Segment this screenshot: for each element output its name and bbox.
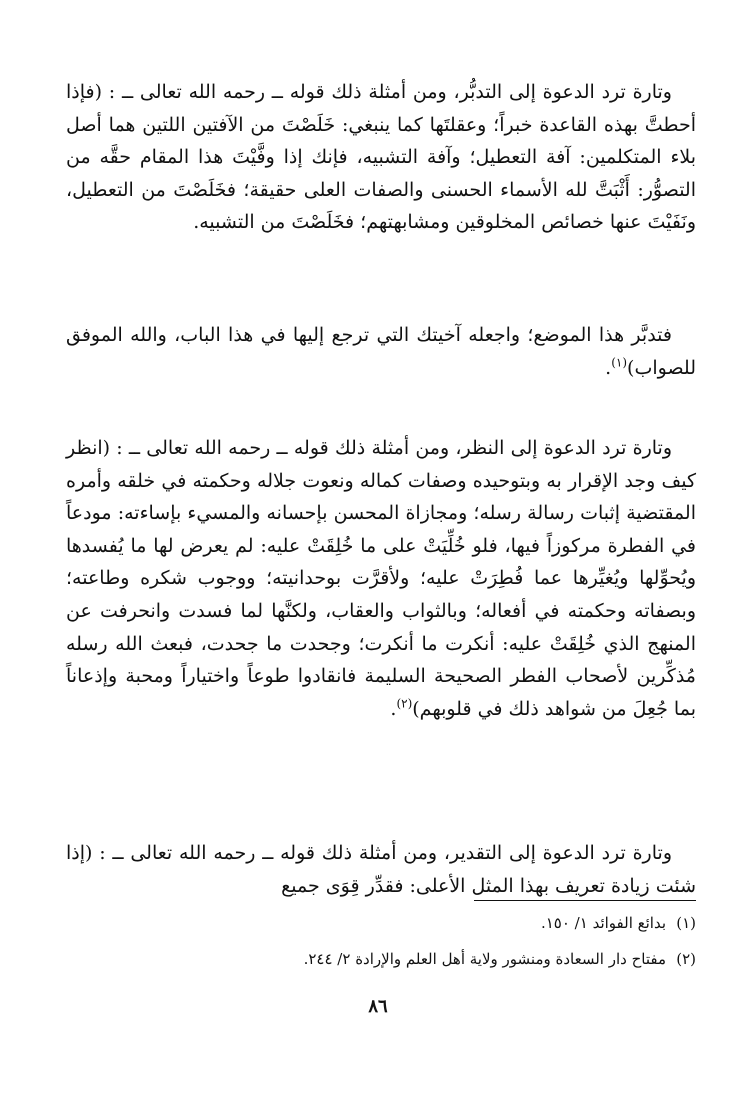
paragraph-instruction	[66, 319, 696, 384]
paragraph-body: فتدبَّر هذا الموضع؛ واجعله آخيتك التي ترجع إليها في هذا الباب، والله الموفق للصواب)$^{(١)}$.	[66, 324, 696, 379]
footnote-divider	[474, 900, 696, 901]
footnotes	[66, 905, 696, 977]
paragraph-tadabbur	[66, 76, 696, 239]
paragraph-nazar	[66, 432, 696, 725]
paragraph-text: وتارة ترد الدعوة إلى النظر، ومن أمثلة ذلك قوله ــ رحمه الله تعالى ــ : (انظر كيف وجد الإقرار به وبتوحيده وصفات كماله ونعوت جلاله وحكمته في خلقه وأمره المقتضية إثبات رسالة رسله؛ ومجازاة المحسن بإحسانه والمسيء بإساءته: مودعاً في الفطرة مركوزاً فيها، فلو خُلِّيَتْ على ما خُلِقَتْ عليه: لم يعرض لها ما يُفسدها ويُحوِّلها ويُغيِّرها عما فُطِرَتْ عليه؛ ولأقرَّت بوحدانيته؛ ووجوب شكره وطاعته؛ وبصفاته وحكمته في أفعاله؛ وبالثواب والعقاب، ولكنَّها لما فسدت وانحرفت عن المنهج الذي خُلِقَتْ عليه: أنكرت ما أنكرت؛ وجحدت ما جحدت، فبعث الله رسله مُذكِّرين لأصحاب الفطر الصحيحة السليمة فانقادوا طوعاً واختياراً ومحبة وإذعاناً بما جُعِلَ من شواهد ذلك في قلوبهم)	[66, 437, 696, 720]
footnote-2	[66, 941, 696, 977]
footnote-reference-2: (٢)	[396, 696, 413, 711]
page-number: ٨٦	[368, 996, 388, 1017]
paragraph-body: وتارة ترد الدعوة إلى النظر، ومن أمثلة ذلك قوله ــ رحمه الله تعالى ــ : (انظر كيف وجد الإقرار به وبتوحيده وصفات كماله ونعوت جلاله وحكمته في خلقه وأمره المقتضية إثبات رسالة رسله؛ ومجازاة المحسن بإحسانه والمسيء بإساءته: مودعاً في الفطرة مركوزاً فيها، فلو خُلِّيَتْ على ما خُلِقَتْ عليه: لم يعرض لها ما يُفسدها ويُحوِّلها ويُغيِّرها عما فُطِرَتْ عليه؛ ولأقرَّت بوحدانيته؛ ووجوب شكره وطاعته؛ وبصفاته وحكمته في أفعاله؛ وبالثواب والعقاب، ولكنَّها لما فسدت وانحرفت عن المنهج الذي خُلِقَتْ عليه: أنكرت ما أنكرت؛ وجحدت ما جحدت، فبعث الله رسله مُذكِّرين لأصحاب الفطر الصحيحة السليمة فانقادوا طوعاً واختياراً ومحبة وإذعاناً بما جُعِلَ من شواهد ذلك في قلوبهم)$^{(٢)}$.	[66, 437, 696, 720]
footnote-number: (١)	[676, 914, 696, 932]
paragraph-text: وتارة ترد الدعوة إلى التقدير، ومن أمثلة ذلك قوله ــ رحمه الله تعالى ــ : (إذا شئت زيادة تعريف بهذا المثل الأعلى: فقدِّر قِوَى جميع	[66, 842, 696, 897]
footnote-1	[66, 905, 696, 941]
footnote-text: مفتاح دار السعادة ومنشور ولاية أهل العلم والإرادة ٢/ ٢٤٤.	[303, 950, 666, 968]
paragraph-text: فتدبَّر هذا الموضع؛ واجعله آخيتك التي ترجع إليها في هذا الباب، والله الموفق للصواب)	[66, 324, 696, 379]
footnote-text: بدائع الفوائد ١/ ١٥٠.	[540, 914, 666, 932]
paragraph-text: وتارة ترد الدعوة إلى التدبُّر، ومن أمثلة ذلك قوله ــ رحمه الله تعالى ــ : (فإذا أحطتَّ بهذه القاعدة خبراً؛ وعقلتَها كما ينبغي: خَلَصْتَ من الآفتين اللتين هما أصل بلاء المتكلمين: آفة التعطيل؛ وآفة التشبيه، فإنك إذا وفَّيْتَ هذا المقام حقَّه من التصوُّر: أَثْبَتَّ لله الأسماء الحسنى والصفات العلى حقيقة؛ فخَلَصْتَ من التعطيل، ونَفَيْتَ عنها خصائص المخلوقين ومشابهتهم؛ فخَلَصْتَ من التشبيه.	[66, 81, 696, 234]
footnote-number: (٢)	[676, 950, 696, 968]
paragraph-taqdir	[66, 837, 696, 902]
footnote-reference-1: (١)	[611, 355, 628, 370]
